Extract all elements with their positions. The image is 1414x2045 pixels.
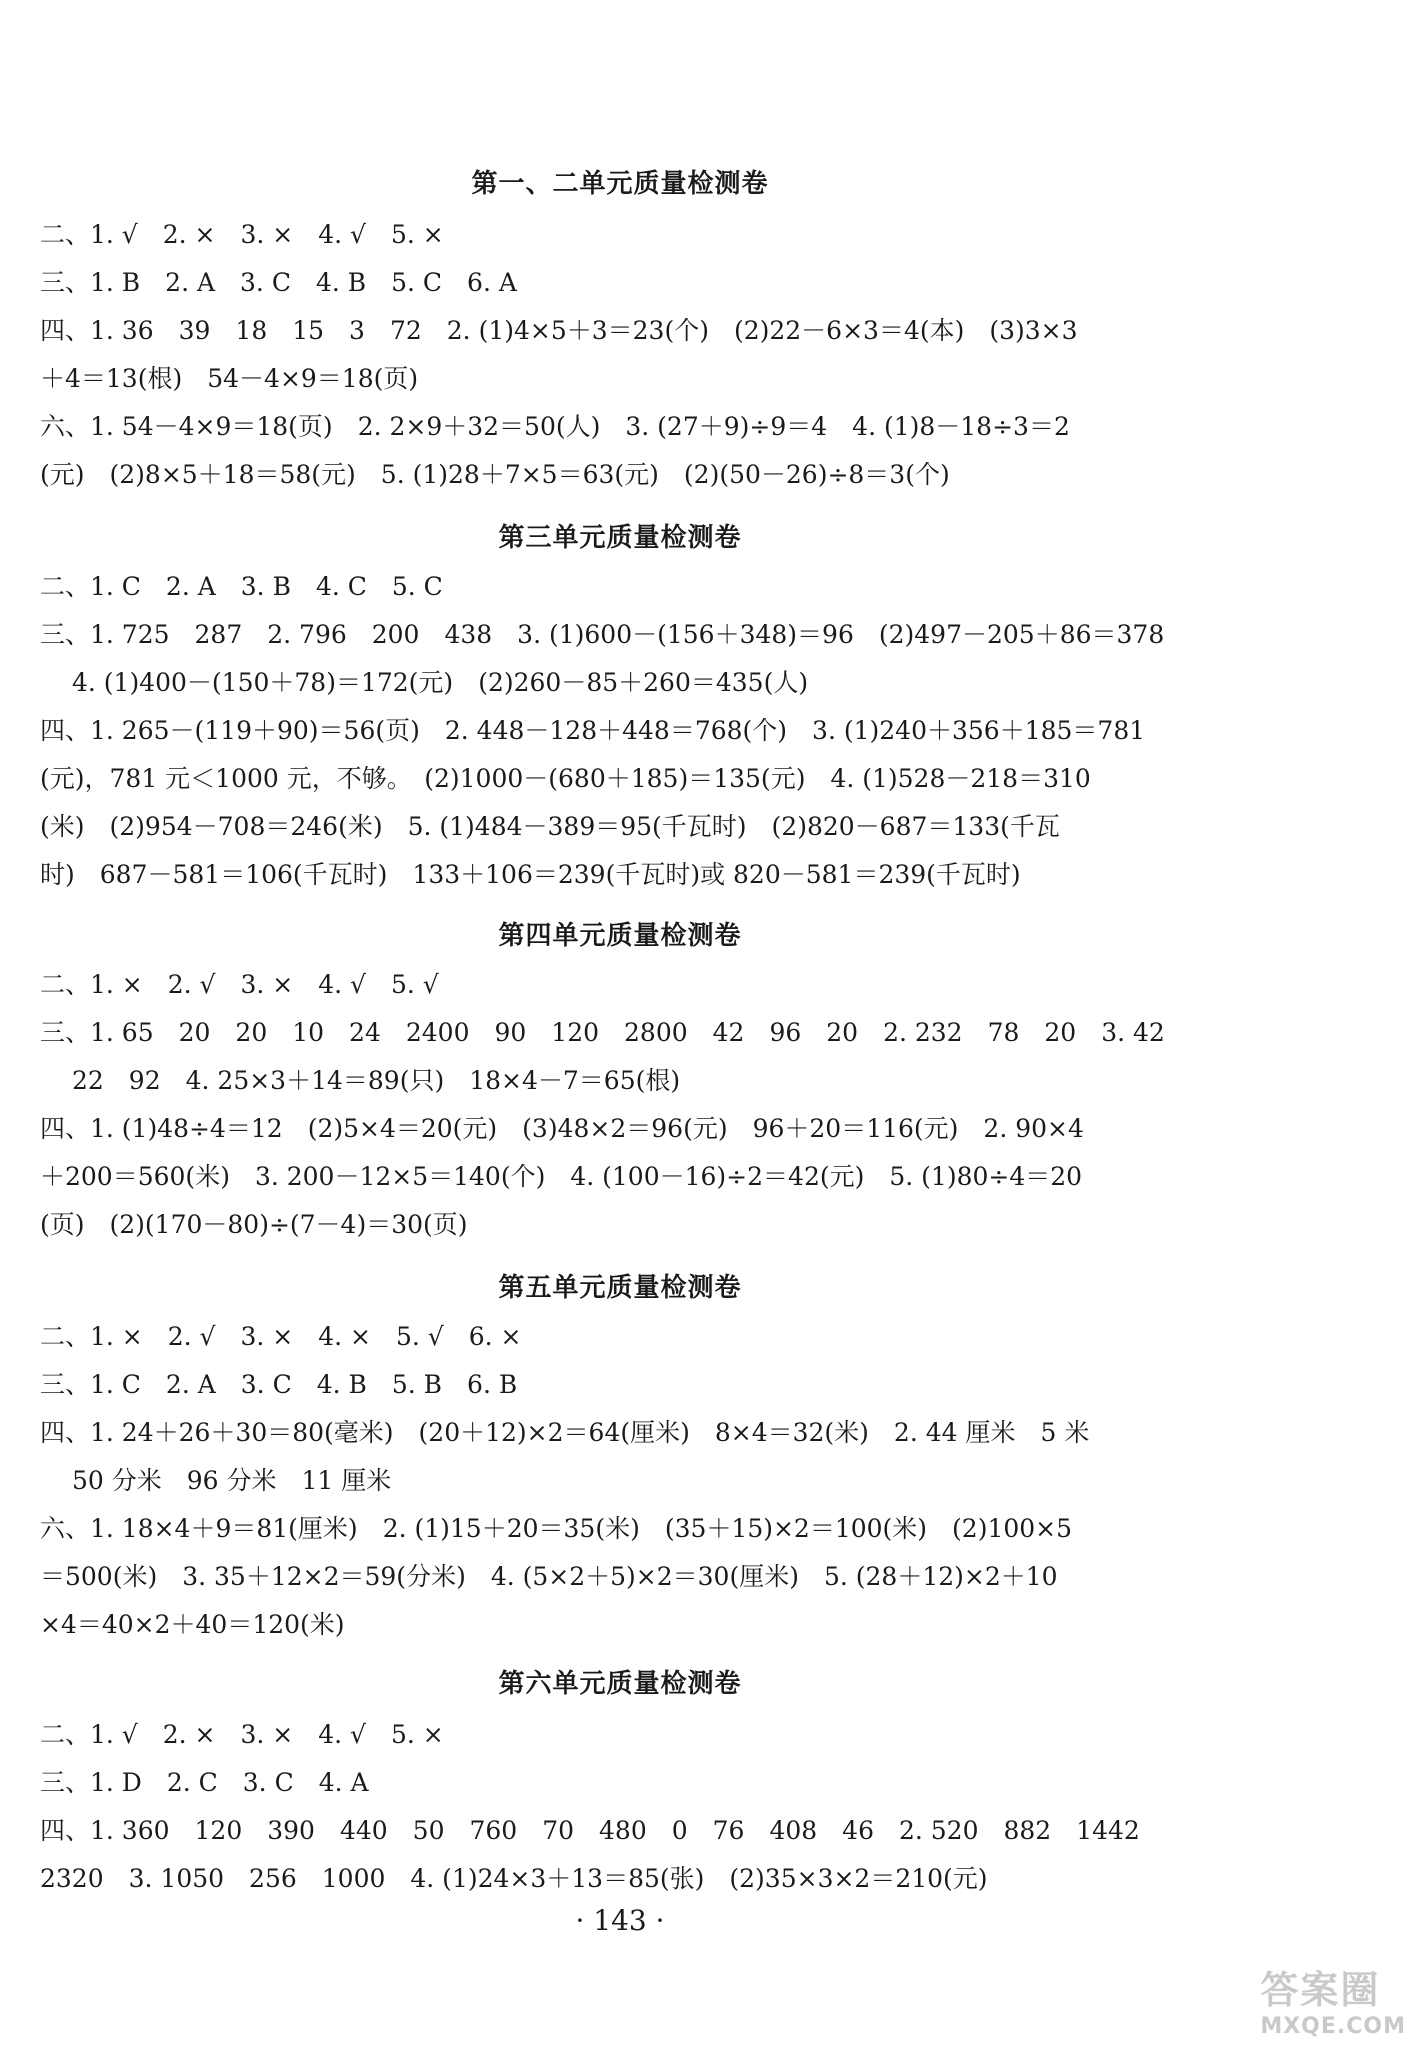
answer-line: 二、1. √ 2. × 3. × 4. √ 5. ×	[40, 220, 444, 249]
answer-line: 二、1. C 2. A 3. B 4. C 5. C	[40, 572, 443, 601]
answer-line: 二、1. × 2. √ 3. × 4. √ 5. √	[40, 970, 439, 999]
answer-line: 四、1. 265－(119＋90)＝56(页) 2. 448－128＋448＝768(个) 3. (1)240＋356＋185＝781	[40, 716, 1146, 745]
answer-line: (元)，781 元＜1000 元，不够。 (2)1000－(680＋185)＝135(元) 4. (1)528－218＝310	[40, 764, 1091, 793]
answer-line: 二、1. × 2. √ 3. × 4. × 5. √ 6. ×	[40, 1322, 522, 1351]
answer-line: 22 92 4. 25×3＋14＝89(只) 18×4－7＝65(根)	[72, 1066, 681, 1095]
answer-line: (页) (2)(170－80)÷(7－4)＝30(页)	[40, 1210, 468, 1239]
answer-line: 2320 3. 1050 256 1000 4. (1)24×3＋13＝85(张) (2)35×3×2＝210(元)	[40, 1864, 988, 1893]
answer-line: (元) (2)8×5＋18＝58(元) 5. (1)28＋7×5＝63(元) (2)(50－26)÷8＝3(个)	[40, 460, 950, 489]
answer-line: ＝500(米) 3. 35＋12×2＝59(分米) 4. (5×2＋5)×2＝30(厘米) 5. (28＋12)×2＋10	[40, 1562, 1058, 1591]
section-title: 第四单元质量检测卷	[498, 921, 742, 951]
answer-line: 4. (1)400－(150＋78)＝172(元) (2)260－85＋260＝435(人)	[72, 668, 809, 697]
answer-line: 三、1. D 2. C 3. C 4. A	[40, 1768, 369, 1797]
answer-line: 三、1. B 2. A 3. C 4. B 5. C 6. A	[40, 268, 517, 297]
answer-line: ×4＝40×2＋40＝120(米)	[40, 1610, 345, 1639]
answer-line: 时) 687－581＝106(千瓦时) 133＋106＝239(千瓦时)或 820－581＝239(千瓦时)	[40, 860, 1021, 889]
watermark-text: 答案圈	[1260, 1968, 1381, 2012]
answer-line: 四、1. (1)48÷4＝12 (2)5×4＝20(元) (3)48×2＝96(元) 96＋20＝116(元) 2. 90×4	[40, 1114, 1084, 1143]
answer-line: 三、1. 725 287 2. 796 200 438 3. (1)600－(156＋348)＝96 (2)497－205＋86＝378	[40, 620, 1165, 649]
answer-line: 二、1. √ 2. × 3. × 4. √ 5. ×	[40, 1720, 444, 1749]
section-title: 第五单元质量检测卷	[498, 1273, 742, 1303]
watermark-logo	[1260, 1959, 1406, 2039]
answer-line: ＋4＝13(根) 54－4×9＝18(页)	[40, 364, 419, 393]
answer-line: 六、1. 18×4＋9＝81(厘米) 2. (1)15＋20＝35(米) (35＋15)×2＝100(米) (2)100×5	[40, 1514, 1073, 1543]
answer-line: 六、1. 54－4×9＝18(页) 2. 2×9＋32＝50(人) 3. (27＋9)÷9＝4 4. (1)8－18÷3＝2	[40, 412, 1070, 441]
section-title: 第一、二单元质量检测卷	[471, 169, 769, 199]
answer-line: 三、1. C 2. A 3. C 4. B 5. B 6. B	[40, 1370, 518, 1399]
section-title: 第三单元质量检测卷	[498, 523, 742, 553]
answer-line: 四、1. 360 120 390 440 50 760 70 480 0 76 408 46 2. 520 882 1442	[40, 1816, 1140, 1845]
page-number: · 143 ·	[575, 1904, 665, 1937]
answer-line: 四、1. 36 39 18 15 3 72 2. (1)4×5＋3＝23(个) (2)22－6×3＝4(本) (3)3×3	[40, 316, 1078, 345]
section-title: 第六单元质量检测卷	[498, 1669, 742, 1699]
answer-line: ＋200＝560(米) 3. 200－12×5＝140(个) 4. (100－16)÷2＝42(元) 5. (1)80÷4＝20	[40, 1162, 1083, 1191]
watermark-url: MXQE.COM	[1260, 2014, 1406, 2039]
answer-line: 四、1. 24＋26＋30＝80(毫米) (20＋12)×2＝64(厘米) 8×4＝32(米) 2. 44 厘米 5 米	[40, 1418, 1090, 1447]
answer-line: 三、1. 65 20 20 10 24 2400 90 120 2800 42 96 20 2. 232 78 20 3. 42	[40, 1018, 1165, 1047]
answer-line: (米) (2)954－708＝246(米) 5. (1)484－389＝95(千瓦时) (2)820－687＝133(千瓦	[40, 812, 1060, 841]
answer-line: 50 分米 96 分米 11 厘米	[72, 1466, 392, 1495]
